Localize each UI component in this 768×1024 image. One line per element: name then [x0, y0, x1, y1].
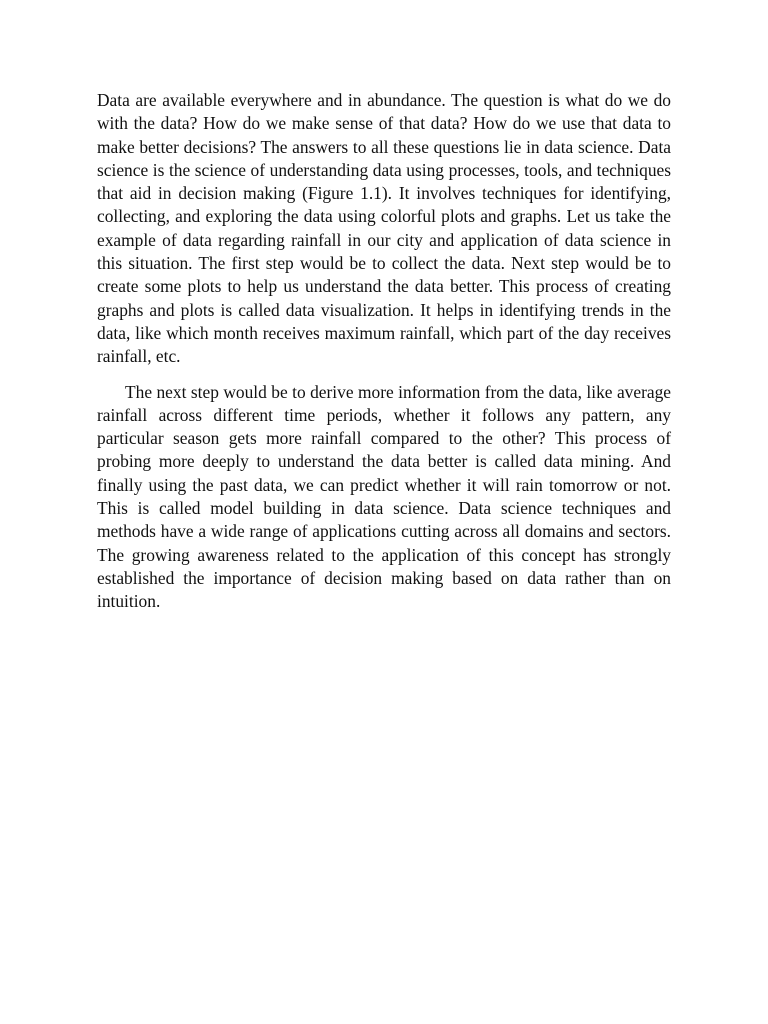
paragraph: The next step would be to derive more information from the data, like average rainfall across different time periods, whether it follows any pattern, any particular season gets more rainfall compared to the other? This process of probing more deeply to understand the data better is called data mining. And finally using the past data, we can predict whether it will rain tomorrow or not. This is called model building in data science. Data science techniques and methods have a wide range of applications cutting across all domains and sectors. The growing awareness related to the application of this concept has strongly established the importance of decision making based on data rather than on intuition. — [97, 381, 671, 612]
body-text — [97, 89, 671, 614]
paragraph: Data are available everywhere and in abundance. The question is what do we do with the data? How do we make sense of that data? How do we use that data to make better decisions? The answers to all these questions lie in data science. Data science is the science of understanding data using processes, tools, and techniques that aid in decision making (Figure 1.1). It involves techniques for identifying, collecting, and exploring the data using colorful plots and graphs. Let us take the example of data regarding rainfall in our city and application of data science in this situation. The first step would be to collect the data. Next step would be to create some plots to help us understand the data better. This process of creating graphs and plots is called data visualization. It helps in identifying trends in the data, like which month receives maximum rainfall, which part of the day receives rainfall, etc. — [97, 90, 671, 367]
